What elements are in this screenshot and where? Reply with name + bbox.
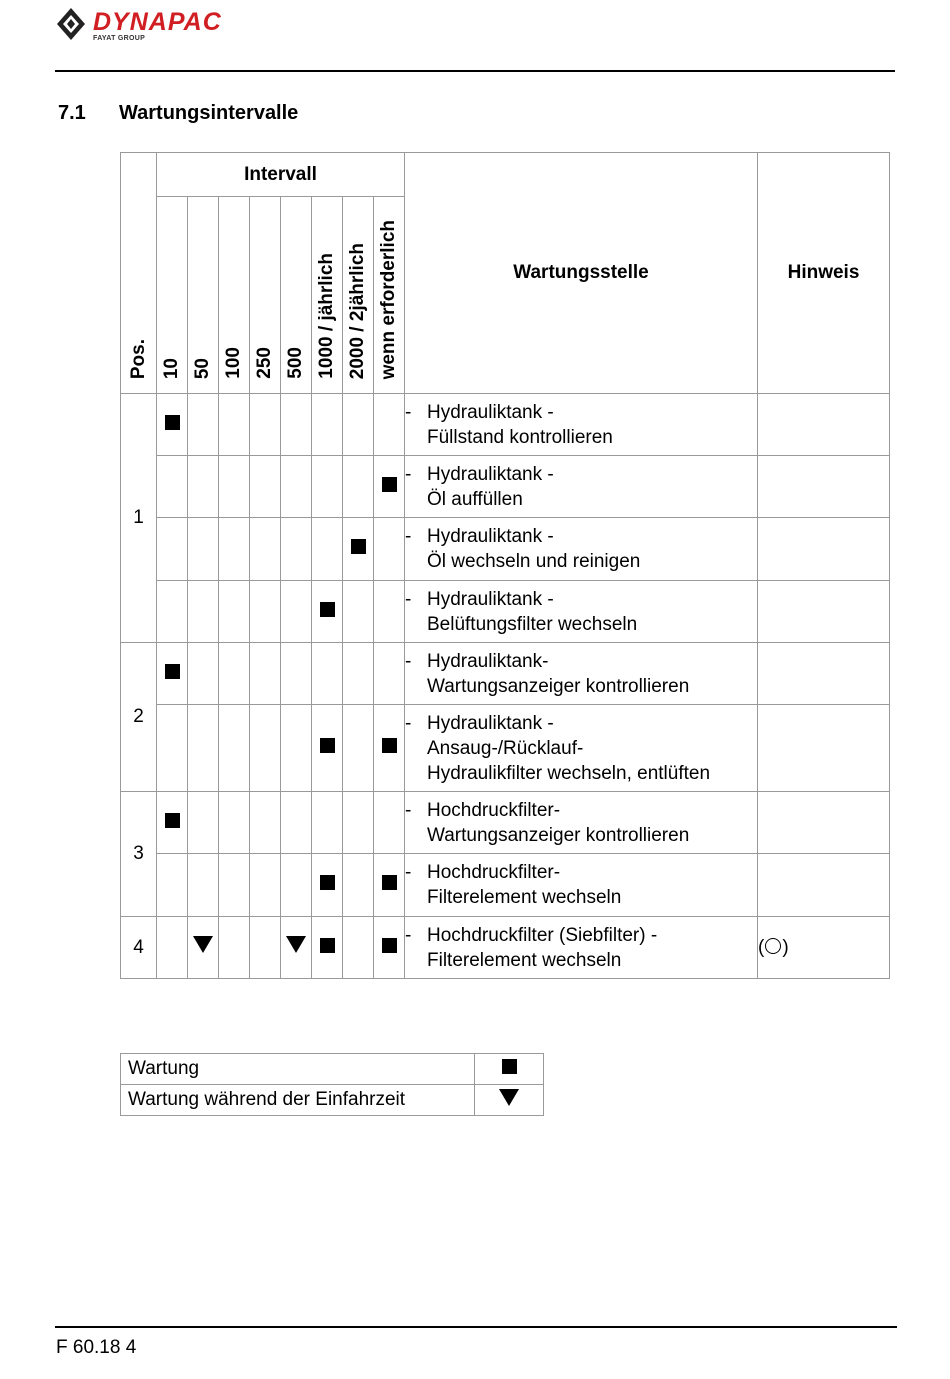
legend-table bbox=[120, 1053, 544, 1116]
note-cell bbox=[758, 854, 890, 917]
interval-label: 100 bbox=[223, 347, 244, 379]
maintenance-text: Filterelement wechseln bbox=[427, 949, 622, 971]
legend-row bbox=[121, 1054, 544, 1085]
maintenance-square-icon bbox=[320, 602, 335, 617]
table-row bbox=[121, 394, 890, 456]
interval-mark-cell bbox=[281, 456, 312, 518]
maintenance-square-icon bbox=[320, 875, 335, 890]
interval-mark-cell bbox=[250, 456, 281, 518]
list-dash: - bbox=[405, 712, 412, 734]
maintenance-point-cell bbox=[405, 854, 758, 917]
interval-mark-cell bbox=[281, 643, 312, 705]
interval-mark-cell bbox=[374, 394, 405, 456]
interval-label: 1000 / jährlich bbox=[316, 253, 337, 379]
footer-rule bbox=[55, 1326, 897, 1328]
note-cell bbox=[758, 581, 890, 643]
brand-subtitle: FAYAT GROUP bbox=[93, 35, 146, 42]
interval-mark-cell bbox=[312, 705, 343, 792]
note-cell bbox=[758, 456, 890, 518]
interval-mark-cell bbox=[188, 705, 219, 792]
interval-mark-cell bbox=[374, 518, 405, 581]
interval-mark-cell bbox=[157, 518, 188, 581]
maintenance-text: Hochdruckfilter (Siebfilter) - bbox=[427, 924, 658, 946]
interval-mark-cell bbox=[188, 792, 219, 854]
maintenance-text: Wartungsanzeiger kontrollieren bbox=[427, 824, 690, 846]
maintenance-square-icon bbox=[382, 738, 397, 753]
interval-mark-cell bbox=[312, 394, 343, 456]
interval-label: wenn erforderlich bbox=[378, 219, 399, 379]
interval-col-header bbox=[312, 197, 343, 394]
desc-header: Wartungsstelle bbox=[405, 153, 758, 394]
interval-mark-cell bbox=[188, 854, 219, 917]
maintenance-text: Hydrauliktank - bbox=[427, 401, 554, 423]
interval-mark-cell bbox=[219, 917, 250, 979]
interval-mark-cell bbox=[157, 917, 188, 979]
maintenance-point-cell bbox=[405, 456, 758, 518]
maintenance-text: Hochdruckfilter- bbox=[427, 862, 561, 883]
interval-col-header bbox=[188, 197, 219, 394]
maintenance-square-icon bbox=[320, 738, 335, 753]
maintenance-text: Hydrauliktank - bbox=[427, 463, 554, 485]
table-row bbox=[121, 581, 890, 643]
maintenance-square-icon bbox=[165, 664, 180, 679]
maintenance-text: Hydrauliktank - bbox=[427, 588, 554, 610]
interval-mark-cell bbox=[312, 792, 343, 854]
interval-mark-cell bbox=[281, 917, 312, 979]
interval-mark-cell bbox=[219, 643, 250, 705]
interval-mark-cell bbox=[188, 394, 219, 456]
interval-mark-cell bbox=[343, 917, 374, 979]
note-cell bbox=[758, 394, 890, 456]
position-cell: 1 bbox=[121, 394, 157, 643]
interval-mark-cell bbox=[188, 643, 219, 705]
interval-mark-cell bbox=[188, 456, 219, 518]
brand-logo bbox=[55, 6, 305, 44]
interval-mark-cell bbox=[188, 518, 219, 581]
circle-icon bbox=[765, 938, 781, 954]
interval-mark-cell bbox=[281, 394, 312, 456]
interval-col-header bbox=[157, 197, 188, 394]
maintenance-square-icon bbox=[165, 415, 180, 430]
list-dash: - bbox=[405, 588, 412, 610]
legend-body bbox=[121, 1054, 544, 1116]
maintenance-text: Ansaug-/Rücklauf- bbox=[427, 737, 584, 759]
maintenance-point-cell bbox=[405, 394, 758, 456]
interval-mark-cell bbox=[343, 394, 374, 456]
maintenance-text: Hochdruckfilter- bbox=[427, 799, 561, 821]
interval-mark-cell bbox=[250, 917, 281, 979]
header-row-top bbox=[121, 153, 890, 197]
list-dash: - bbox=[405, 526, 412, 547]
interval-col-header bbox=[219, 197, 250, 394]
interval-mark-cell bbox=[250, 581, 281, 643]
interval-mark-cell bbox=[312, 643, 343, 705]
interval-mark-cell bbox=[374, 854, 405, 917]
note-text: ( ) bbox=[758, 936, 789, 958]
table-row bbox=[121, 917, 890, 979]
maintenance-text: Wartungsanzeiger kontrollieren bbox=[427, 675, 690, 697]
maintenance-point-cell bbox=[405, 792, 758, 854]
interval-mark-cell bbox=[157, 854, 188, 917]
interval-col-header bbox=[343, 197, 374, 394]
maintenance-square-icon bbox=[502, 1059, 517, 1074]
interval-mark-cell bbox=[250, 394, 281, 456]
legend-label: Wartung während der Einfahrzeit bbox=[121, 1085, 475, 1116]
interval-mark-cell bbox=[219, 456, 250, 518]
note-header: Hinweis bbox=[758, 153, 890, 394]
interval-mark-cell bbox=[281, 792, 312, 854]
table-body bbox=[121, 153, 890, 979]
note-cell bbox=[758, 705, 890, 792]
interval-label: 250 bbox=[254, 347, 275, 379]
interval-mark-cell bbox=[312, 456, 343, 518]
maintenance-point-cell bbox=[405, 518, 758, 581]
table-row bbox=[121, 705, 890, 792]
maintenance-text: Filterelement wechseln bbox=[427, 887, 622, 908]
maintenance-text: Öl wechseln und reinigen bbox=[427, 551, 641, 572]
position-cell: 2 bbox=[121, 643, 157, 792]
interval-col-header bbox=[374, 197, 405, 394]
interval-mark-cell bbox=[250, 518, 281, 581]
table-row bbox=[121, 792, 890, 854]
interval-mark-cell bbox=[157, 643, 188, 705]
interval-mark-cell bbox=[157, 792, 188, 854]
brand-diamond-icon bbox=[55, 6, 87, 42]
maintenance-square-icon bbox=[320, 938, 335, 953]
interval-mark-cell bbox=[219, 394, 250, 456]
maintenance-point-cell bbox=[405, 643, 758, 705]
legend-label: Wartung bbox=[121, 1054, 475, 1085]
interval-mark-cell bbox=[219, 705, 250, 792]
interval-label: 50 bbox=[192, 357, 213, 379]
interval-mark-cell bbox=[374, 456, 405, 518]
interval-mark-cell bbox=[188, 917, 219, 979]
table-row bbox=[121, 456, 890, 518]
list-dash: - bbox=[405, 650, 412, 672]
interval-mark-cell bbox=[343, 456, 374, 518]
interval-mark-cell bbox=[281, 705, 312, 792]
maintenance-text: Hydrauliktank - bbox=[427, 712, 554, 734]
interval-header: Intervall bbox=[157, 153, 405, 197]
maintenance-text: Hydraulikfilter wechseln, entlüften bbox=[427, 762, 711, 784]
interval-mark-cell bbox=[374, 705, 405, 792]
interval-mark-cell bbox=[219, 792, 250, 854]
interval-mark-cell bbox=[343, 705, 374, 792]
interval-col-header bbox=[250, 197, 281, 394]
interval-mark-cell bbox=[281, 581, 312, 643]
note-cell bbox=[758, 518, 890, 581]
maintenance-square-icon bbox=[382, 477, 397, 492]
pos-header-cell bbox=[121, 153, 157, 394]
run-in-triangle-icon bbox=[499, 1089, 519, 1106]
pos-header: Pos. bbox=[127, 338, 149, 379]
section-title: Wartungsintervalle bbox=[119, 102, 299, 124]
interval-label: 2000 / 2jährlich bbox=[347, 242, 368, 379]
interval-mark-cell bbox=[374, 581, 405, 643]
table-row bbox=[121, 643, 890, 705]
interval-mark-cell bbox=[343, 792, 374, 854]
note-cell bbox=[758, 792, 890, 854]
interval-col-header bbox=[281, 197, 312, 394]
interval-mark-cell bbox=[250, 792, 281, 854]
maintenance-square-icon bbox=[382, 875, 397, 890]
interval-mark-cell bbox=[250, 854, 281, 917]
interval-mark-cell bbox=[374, 643, 405, 705]
interval-mark-cell bbox=[343, 643, 374, 705]
list-dash: - bbox=[405, 463, 412, 485]
interval-mark-cell bbox=[219, 518, 250, 581]
legend-symbol-cell bbox=[475, 1085, 544, 1116]
interval-mark-cell bbox=[312, 581, 343, 643]
maintenance-text: Belüftungsfilter wechseln bbox=[427, 613, 638, 635]
maintenance-text: Füllstand kontrollieren bbox=[427, 426, 613, 448]
run-in-triangle-icon bbox=[286, 936, 306, 953]
maintenance-square-icon bbox=[382, 938, 397, 953]
interval-mark-cell bbox=[374, 792, 405, 854]
footer-doc-code: F 60.18 4 bbox=[56, 1337, 137, 1358]
maintenance-text: Öl auffüllen bbox=[427, 488, 523, 510]
note-cell bbox=[758, 917, 890, 979]
list-dash: - bbox=[405, 924, 412, 946]
interval-mark-cell bbox=[250, 643, 281, 705]
interval-mark-cell bbox=[219, 854, 250, 917]
position-cell: 4 bbox=[121, 917, 157, 979]
brand-name: DYNAPAC bbox=[93, 8, 222, 36]
interval-label: 10 bbox=[161, 357, 182, 379]
position-cell: 3 bbox=[121, 792, 157, 917]
interval-mark-cell bbox=[157, 581, 188, 643]
maintenance-point-cell bbox=[405, 917, 758, 979]
maintenance-interval-table bbox=[120, 152, 890, 979]
interval-mark-cell bbox=[343, 854, 374, 917]
interval-mark-cell bbox=[157, 394, 188, 456]
maintenance-point-cell bbox=[405, 581, 758, 643]
interval-mark-cell bbox=[312, 518, 343, 581]
legend-symbol-cell bbox=[475, 1054, 544, 1085]
table-row bbox=[121, 854, 890, 917]
table-row bbox=[121, 518, 890, 581]
maintenance-text: Hydrauliktank - bbox=[427, 526, 554, 547]
header-rule bbox=[55, 70, 895, 72]
list-dash: - bbox=[405, 862, 412, 883]
maintenance-square-icon bbox=[351, 539, 366, 554]
maintenance-point-cell bbox=[405, 705, 758, 792]
interval-mark-cell bbox=[157, 705, 188, 792]
interval-mark-cell bbox=[250, 705, 281, 792]
interval-mark-cell bbox=[312, 854, 343, 917]
maintenance-text: Hydrauliktank- bbox=[427, 650, 549, 672]
run-in-triangle-icon bbox=[193, 936, 213, 953]
interval-mark-cell bbox=[343, 581, 374, 643]
interval-mark-cell bbox=[281, 854, 312, 917]
list-dash: - bbox=[405, 401, 412, 423]
legend-row bbox=[121, 1085, 544, 1116]
section-number: 7.1 bbox=[58, 102, 86, 124]
note-cell bbox=[758, 643, 890, 705]
interval-mark-cell bbox=[312, 917, 343, 979]
list-dash: - bbox=[405, 799, 412, 821]
interval-mark-cell bbox=[281, 518, 312, 581]
interval-mark-cell bbox=[188, 581, 219, 643]
interval-mark-cell bbox=[157, 456, 188, 518]
interval-mark-cell bbox=[374, 917, 405, 979]
interval-label: 500 bbox=[285, 347, 306, 379]
interval-mark-cell bbox=[219, 581, 250, 643]
maintenance-square-icon bbox=[165, 813, 180, 828]
interval-mark-cell bbox=[343, 518, 374, 581]
